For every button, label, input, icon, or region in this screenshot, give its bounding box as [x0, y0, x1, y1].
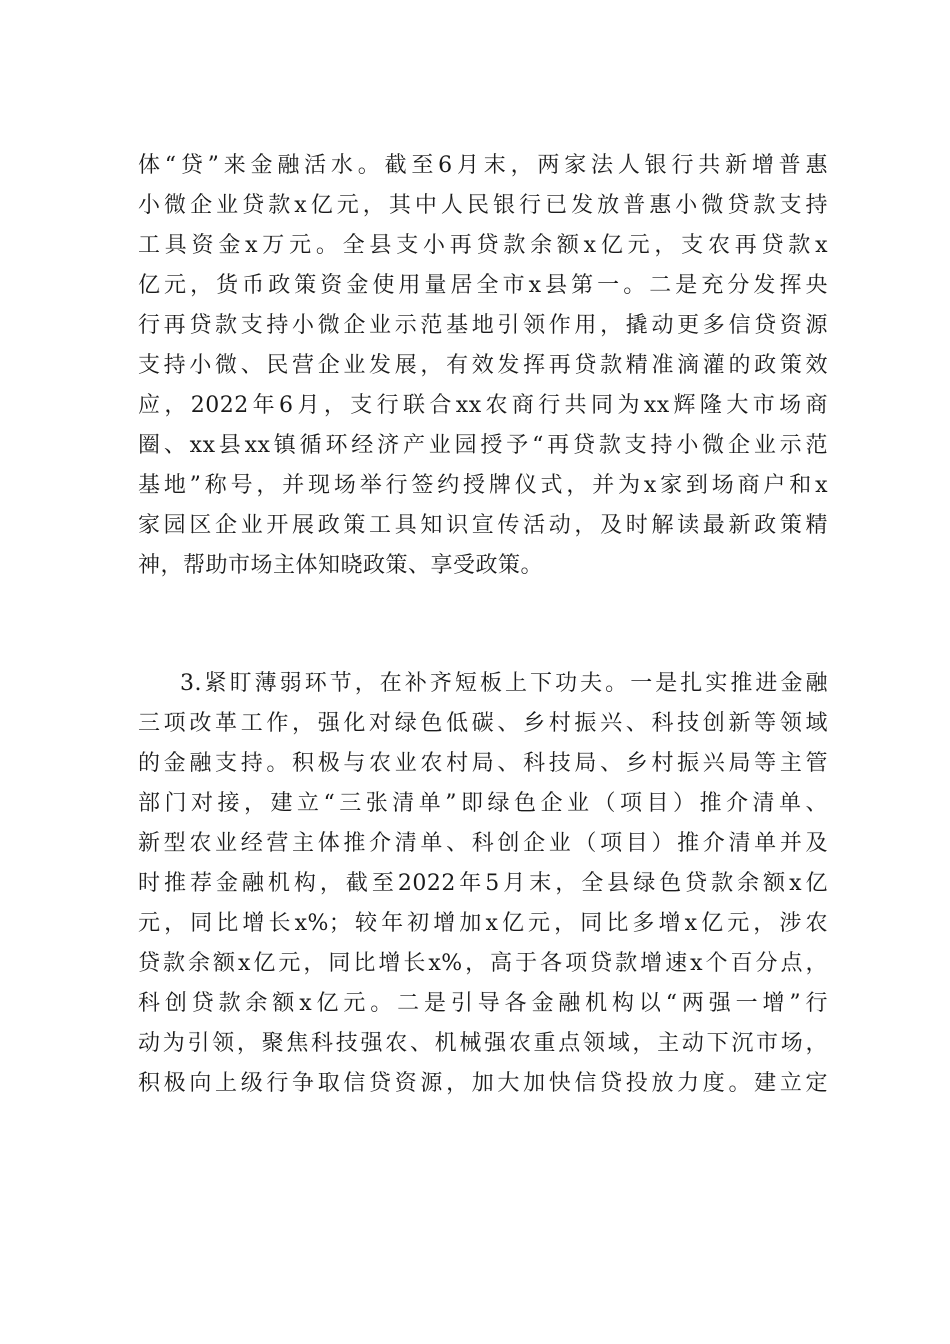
paragraph-line: 科创贷款余额x亿元。二是引导各金融机构以“两强一增”行	[138, 991, 828, 1016]
paragraph-line: 动为引领，聚焦科技强农、机械强农重点领域，主动下沉市场，	[138, 1031, 828, 1056]
paragraph-line: 时推荐金融机构，截至2022年5月末，全县绿色贷款余额x亿	[138, 871, 828, 896]
paragraph-line: 应，2022年6月，支行联合xx农商行共同为xx辉隆大市场商	[138, 393, 828, 418]
paragraph-line: 3.紧盯薄弱环节，在补齐短板上下功夫。一是扎实推进金融	[180, 671, 828, 696]
paragraph-line: 三项改革工作，强化对绿色低碳、乡村振兴、科技创新等领域	[138, 711, 828, 736]
paragraph-line: 部门对接，建立“三张清单”即绿色企业（项目）推介清单、	[138, 791, 828, 816]
paragraph-line: 的金融支持。积极与农业农村局、科技局、乡村振兴局等主管	[138, 751, 828, 776]
paragraph-line: 小微企业贷款x亿元，其中人民银行已发放普惠小微贷款支持	[138, 193, 828, 218]
paragraph-line: 亿元，货币政策资金使用量居全市x县第一。二是充分发挥央	[138, 273, 828, 298]
paragraph-line: 贷款余额x亿元，同比增长x%，高于各项贷款增速x个百分点，	[138, 951, 828, 976]
paragraph-line: 基地”称号，并现场举行签约授牌仪式，并为x家到场商户和x	[138, 473, 828, 498]
paragraph-line: 神，帮助市场主体知晓政策、享受政策。	[138, 553, 544, 578]
paragraph-line: 体“贷”来金融活水。截至6月末，两家法人银行共新增普惠	[138, 153, 828, 178]
paragraph-line: 新型农业经营主体推介清单、科创企业（项目）推介清单并及	[138, 831, 828, 856]
paragraph-line: 行再贷款支持小微企业示范基地引领作用，撬动更多信贷资源	[138, 313, 828, 338]
paragraph-1	[138, 146, 828, 586]
paragraph-line: 家园区企业开展政策工具知识宣传活动，及时解读最新政策精	[138, 513, 828, 538]
paragraph-line: 工具资金x万元。全县支小再贷款余额x亿元，支农再贷款x	[138, 233, 828, 258]
paragraph-2	[138, 664, 828, 1104]
paragraph-line: 圈、xx县xx镇循环经济产业园授予“再贷款支持小微企业示范	[138, 433, 828, 458]
paragraph-line: 支持小微、民营企业发展，有效发挥再贷款精准滴灌的政策效	[138, 353, 828, 378]
paragraph-line: 积极向上级行争取信贷资源，加大加快信贷投放力度。建立定	[138, 1071, 828, 1096]
paragraph-line: 元，同比增长x%；较年初增加x亿元，同比多增x亿元，涉农	[138, 911, 828, 936]
